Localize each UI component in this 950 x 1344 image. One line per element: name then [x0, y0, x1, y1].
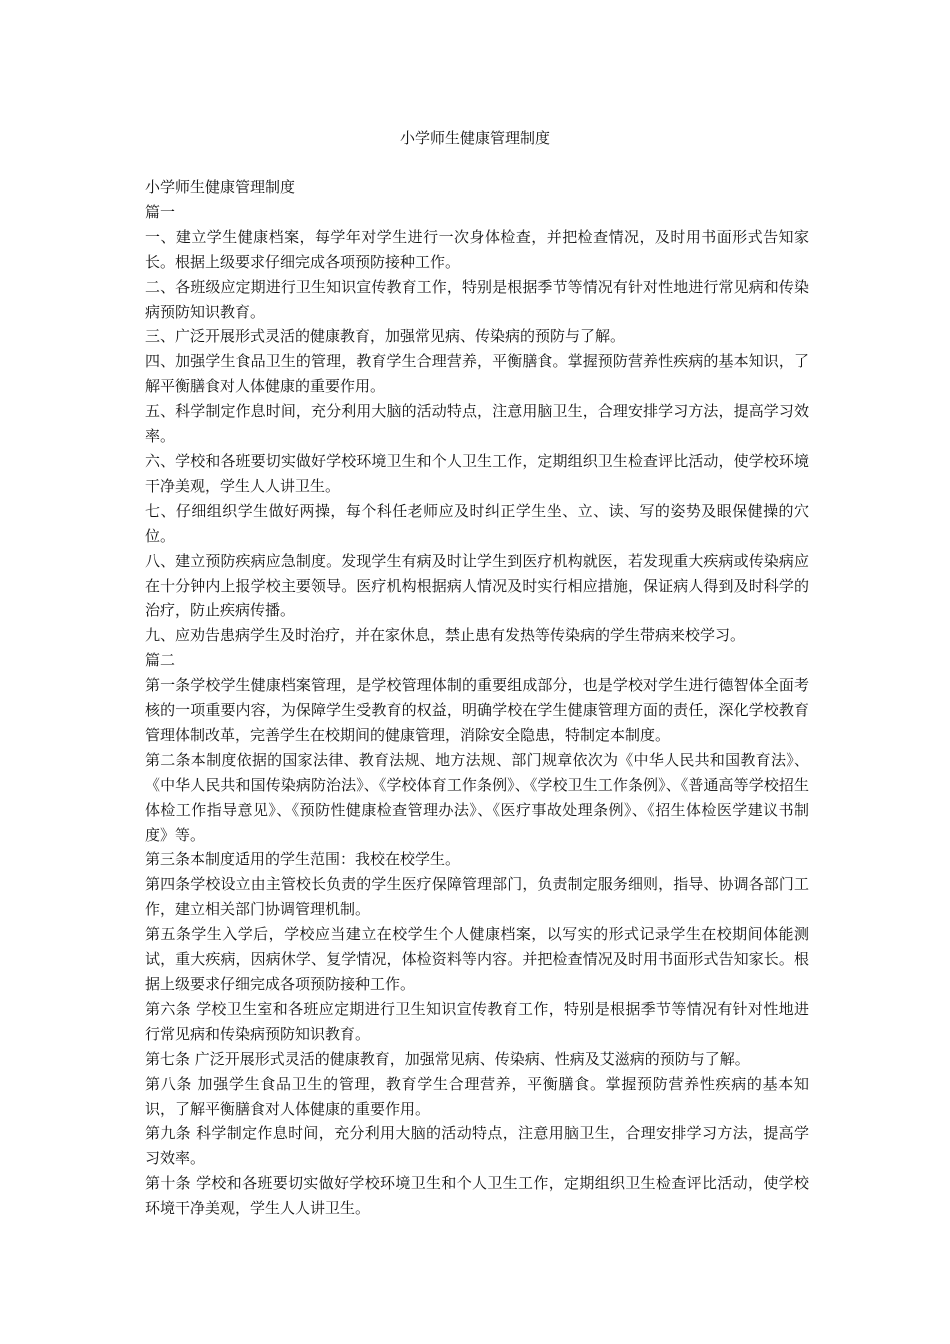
article-3: 第三条本制度适用的学生范围：我校在校学生。	[145, 850, 461, 869]
rule-item-6: 六、学校和各班要切实做好学校环境卫生和个人卫生工作，定期组织卫生检查评比活动，使学校环境干净美观，学生人人讲卫生。	[145, 451, 809, 495]
article-6: 第六条 学校卫生室和各班应定期进行卫生知识宣传教育工作，特别是根据季节等情况有针对性地进行常见病和传染病预防知识教育。	[145, 999, 809, 1043]
rule-item-5: 五、科学制定作息时间，充分利用大脑的活动特点，注意用脑卫生，合理安排学习方法，提高学习效率。	[145, 402, 809, 446]
section-heading-1: 篇一	[145, 202, 176, 221]
article-2: 第二条本制度依据的国家法律、教育法规、地方法规、部门规章依次为《中华人民共和国教育法》、《中华人民共和国传染病防治法》、《学校体育工作条例》、《学校卫生工作条例》、《普通高等学校招生体检工作指导意见》、《预防性健康检查管理办法》、《医疗事故处理条例》、《招生体检医学建议书制度》等。	[145, 750, 809, 844]
article-7: 第七条 广泛开展形式灵活的健康教育，加强常见病、传染病、性病及艾滋病的预防与了解。	[145, 1049, 750, 1068]
rule-item-7: 七、仔细组织学生做好两操，每个科任老师应及时纠正学生坐、立、读、写的姿势及眼保健操的穴位。	[145, 501, 809, 545]
rule-item-1: 一、建立学生健康档案，每学年对学生进行一次身体检查，并把检查情况，及时用书面形式告知家长。根据上级要求仔细完成各项预防接种工作。	[145, 227, 809, 271]
article-10: 第十条 学校和各班要切实做好学校环境卫生和个人卫生工作，定期组织卫生检查评比活动，使学校环境干净美观，学生人人讲卫生。	[145, 1174, 809, 1218]
section-heading-2: 篇二	[145, 651, 176, 670]
document-title: 小学师生健康管理制度	[399, 129, 550, 147]
document-body	[145, 175, 809, 1221]
rule-item-2: 二、各班级应定期进行卫生知识宣传教育工作，特别是根据季节等情况有针对性地进行常见病和传染病预防知识教育。	[145, 277, 809, 321]
article-8: 第八条 加强学生食品卫生的管理，教育学生合理营养，平衡膳食。掌握预防营养性疾病的基本知识，了解平衡膳食对人体健康的重要作用。	[145, 1074, 809, 1118]
article-1: 第一条学校学生健康档案管理，是学校管理体制的重要组成部分，也是学校对学生进行德智体全面考核的一项重要内容，为保障学生受教育的权益，明确学校在学生健康管理方面的责任，深化学校教育管理体制改革，完善学生在校期间的健康管理，消除安全隐患，特制定本制度。	[145, 676, 809, 744]
article-4: 第四条学校设立由主管校长负责的学生医疗保障管理部门，负责制定服务细则，指导、协调各部门工作，建立相关部门协调管理机制。	[145, 875, 809, 919]
article-5: 第五条学生入学后，学校应当建立在校学生个人健康档案，以写实的形式记录学生在校期间体能测试，重大疾病，因病休学、复学情况，体检资料等内容。并把检查情况及时用书面形式告知家长。根据上级要求仔细完成各项预防接种工作。	[145, 925, 809, 993]
rule-item-3: 三、广泛开展形式灵活的健康教育，加强常见病、传染病的预防与了解。	[145, 327, 626, 346]
rule-item-4: 四、加强学生食品卫生的管理，教育学生合理营养，平衡膳食。掌握预防营养性疾病的基本知识，了解平衡膳食对人体健康的重要作用。	[145, 352, 809, 396]
rule-item-8: 八、建立预防疾病应急制度。发现学生有病及时让学生到医疗机构就医，若发现重大疾病或传染病应在十分钟内上报学校主要领导。医疗机构根据病人情况及时实行相应措施，保证病人得到及时科学的治疗，防止疾病传播。	[145, 551, 809, 620]
article-9: 第九条 科学制定作息时间，充分利用大脑的活动特点，注意用脑卫生，合理安排学习方法，提高学习效率。	[145, 1124, 809, 1168]
subtitle-paragraph: 小学师生健康管理制度	[145, 178, 296, 196]
rule-item-9: 九、应劝告患病学生及时治疗，并在家休息，禁止患有发热等传染病的学生带病来校学习。	[145, 626, 746, 645]
